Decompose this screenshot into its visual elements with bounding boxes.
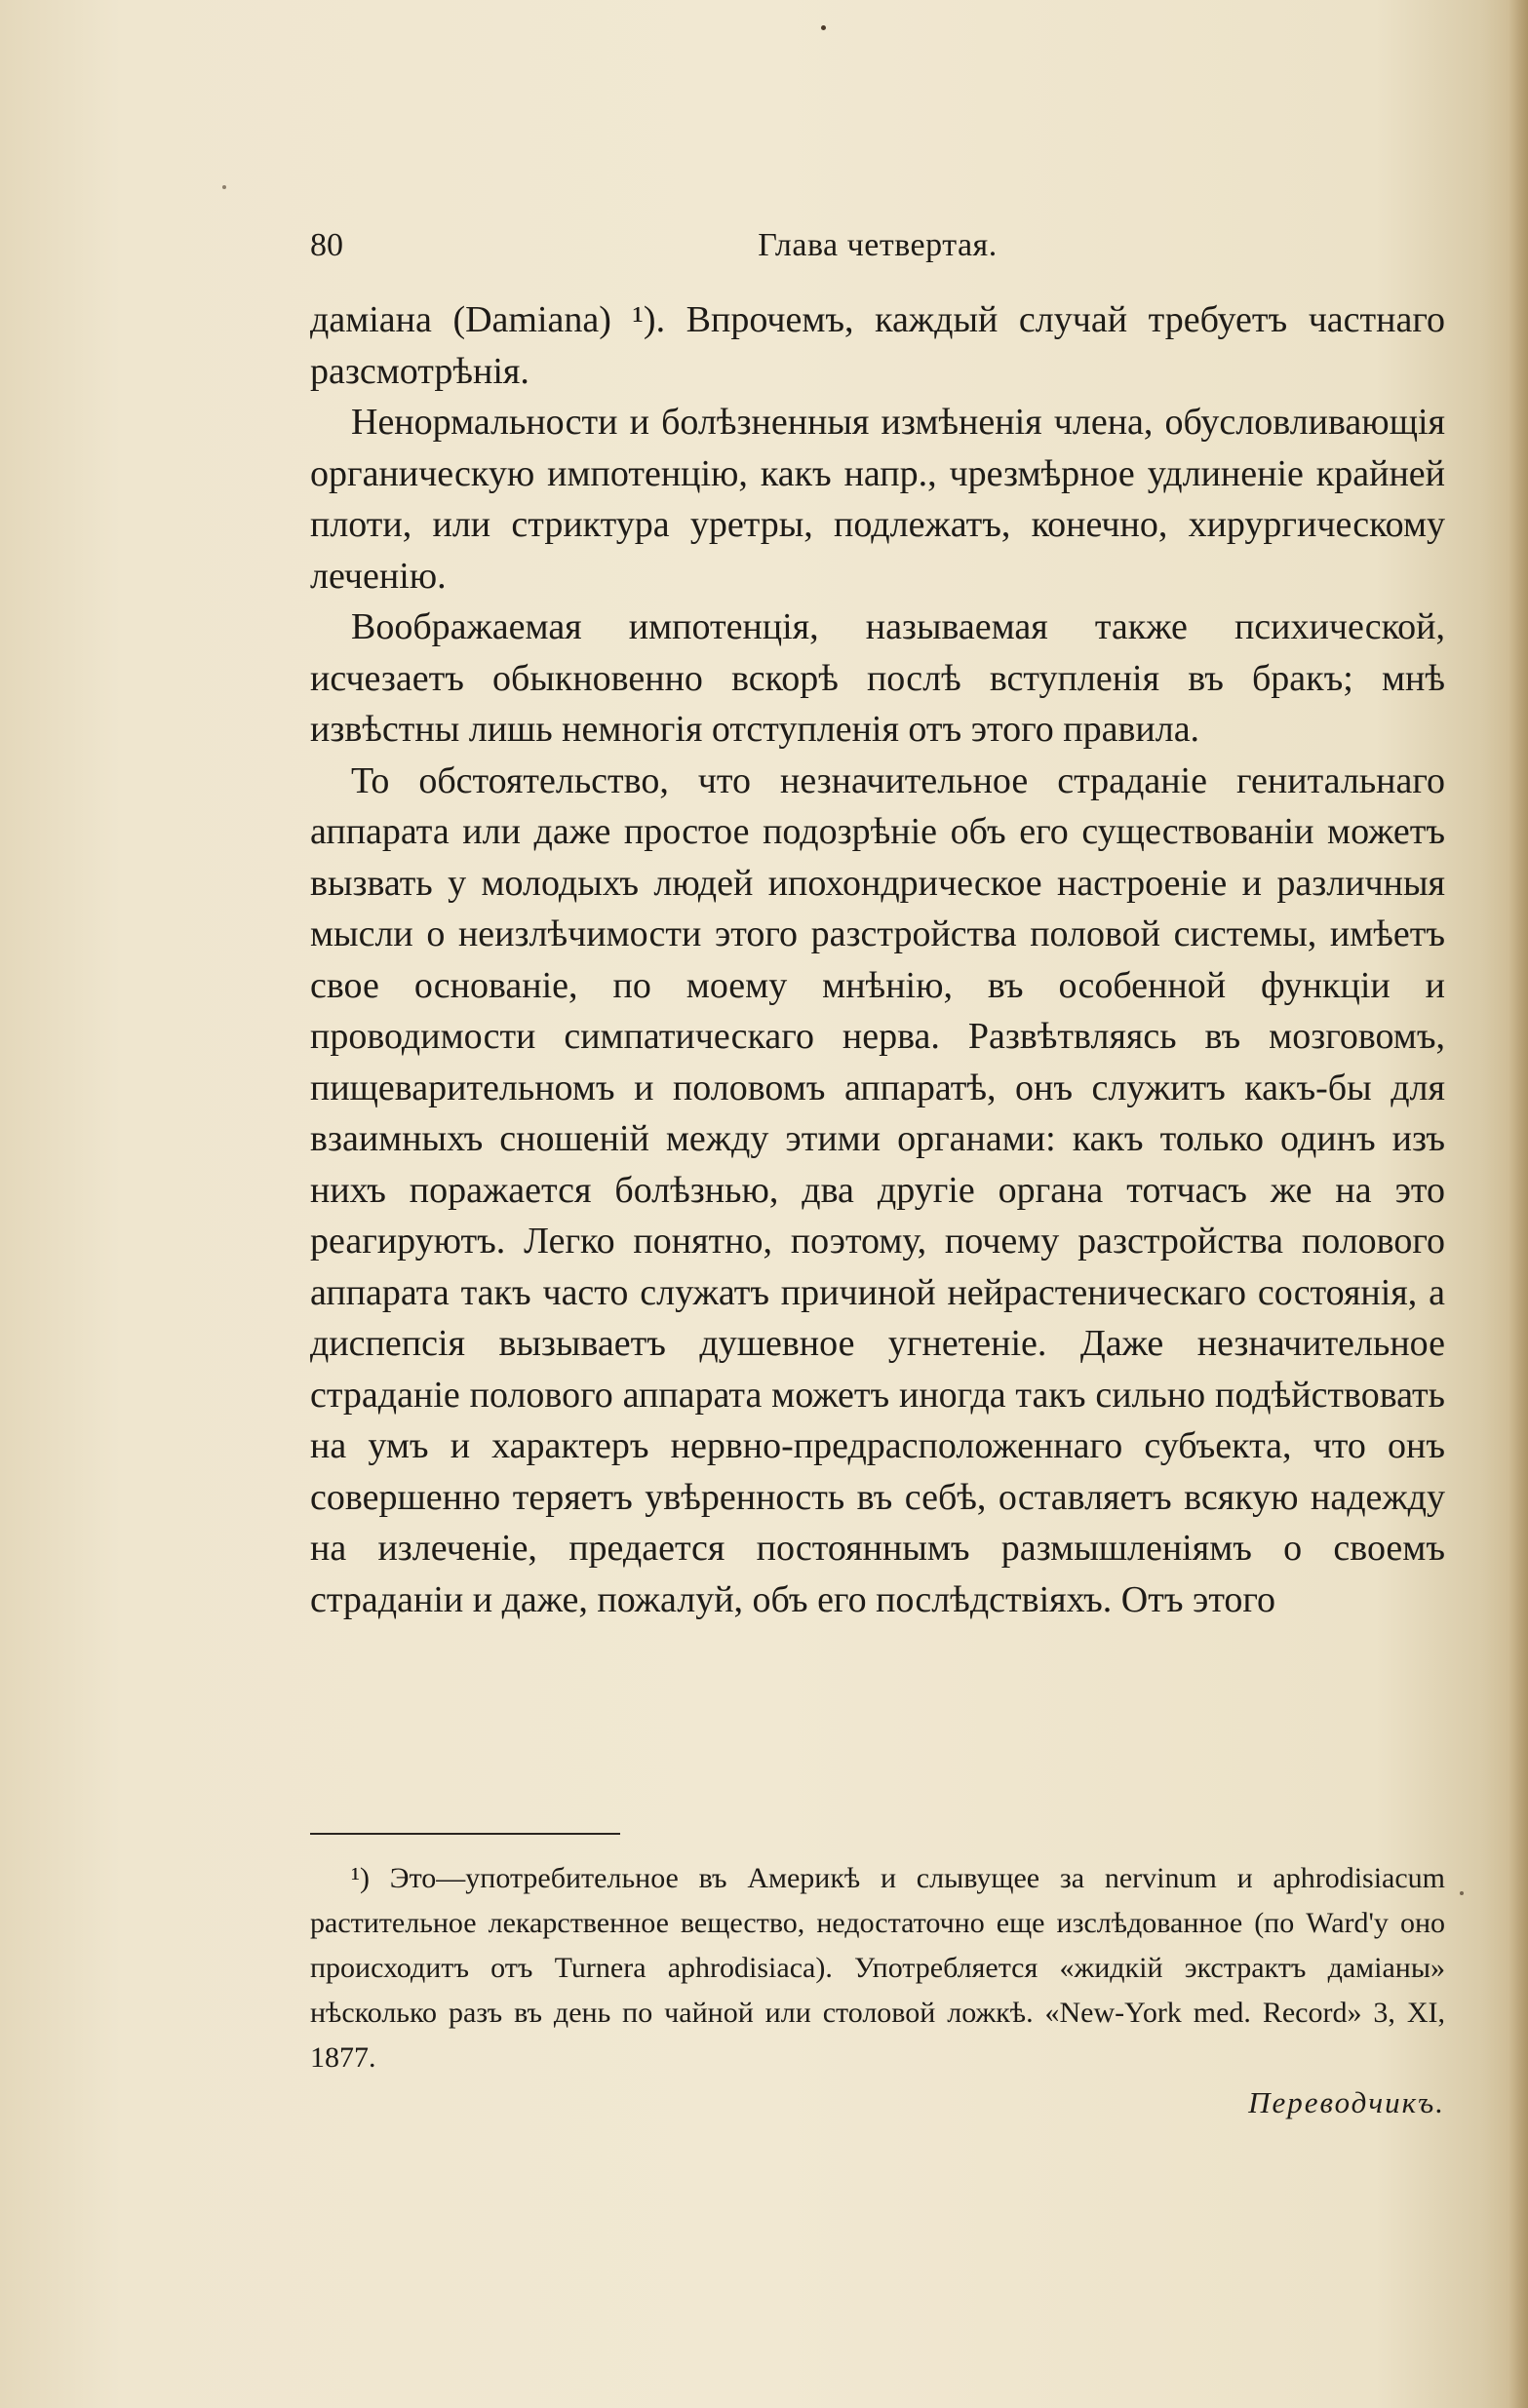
- translator-signature: Переводчикъ.: [1248, 2085, 1445, 2119]
- paragraph: Ненормальности и болѣзненныя измѣненія члена, обусловливающія органическую импотенцію, какъ напр., чрезмѣрное удлиненіе крайней плоти, или стриктура уретры, подлежатъ, конечно, хирургическому леченію.: [310, 402, 1445, 597]
- page-number: 80: [310, 227, 343, 263]
- footnote-separator: [310, 1833, 620, 1835]
- paragraph-continued: даміана (Damiana) ¹). Впрочемъ, каждый случай требуетъ частнаго разсмотрѣнія.: [310, 299, 1445, 392]
- paragraph: Воображаемая импотенція, называемая также психической, исчезаетъ обыкновенно вскорѣ послѣ вступленія въ бракъ; мнѣ извѣстны лишь немногія отступленія отъ этого правила.: [310, 606, 1445, 750]
- page-edge-shadow: [1508, 0, 1528, 2408]
- footnote: [310, 1856, 1445, 2125]
- paper-speck: [821, 25, 826, 30]
- footnote-marker: ¹): [351, 1862, 370, 1894]
- running-title: Глава четвертая.: [758, 227, 998, 263]
- main-text: [310, 294, 1445, 1625]
- paragraph: То обстоятельство, что незначительное страданіе генитальнаго аппарата или даже простое подозрѣніе объ его существованіи можетъ вызвать у молодыхъ людей ипохондрическое настроеніе и различныя мысли о неизлѣчимости этого разстройства половой системы, имѣетъ свое основаніе, по моему мнѣнію, въ особенной функціи и проводимости симпатическаго нерва. Развѣтвляясь въ мозговомъ, пищеварительномъ и половомъ аппаратѣ, онъ служитъ какъ-бы для взаимныхъ сношеній между этими органами: какъ только одинъ изъ нихъ поражается болѣзнью, два другіе органа тотчасъ же на это реагируютъ. Легко понятно, поэтому, почему разстройства полового аппарата такъ часто служатъ причиной нейрастеническаго состоянія, а диспепсія вызываетъ душевное угнетеніе. Даже незначительное страданіе полового аппарата можетъ иногда такъ сильно подѣйствовать на умъ и характеръ нервно-предрасположеннаго субъекта, что онъ совершенно теряетъ увѣренность въ себѣ, оставляетъ всякую надежду на излеченіе, предается постояннымъ размышленіямъ о своемъ страданіи и даже, пожалуй, объ его послѣдствіяхъ. Отъ этого: [310, 759, 1445, 1620]
- paper-speck: [222, 185, 226, 189]
- page-header: [310, 216, 1445, 275]
- paper-speck: [1460, 1891, 1464, 1895]
- footnote-text: Это—употребительное въ Америкѣ и слывущее за nervinum и aphrodisiacum растительное лекарственное вещество, недостаточно еще изслѣдованное (по Ward'у оно происходитъ отъ Turnera aphrodisiaca). Употребляется «жидкій экстрактъ даміаны» нѣсколько разъ въ день по чайной или столовой ложкѣ. «New-York med. Record» 3, XI, 1877.: [310, 1862, 1446, 2074]
